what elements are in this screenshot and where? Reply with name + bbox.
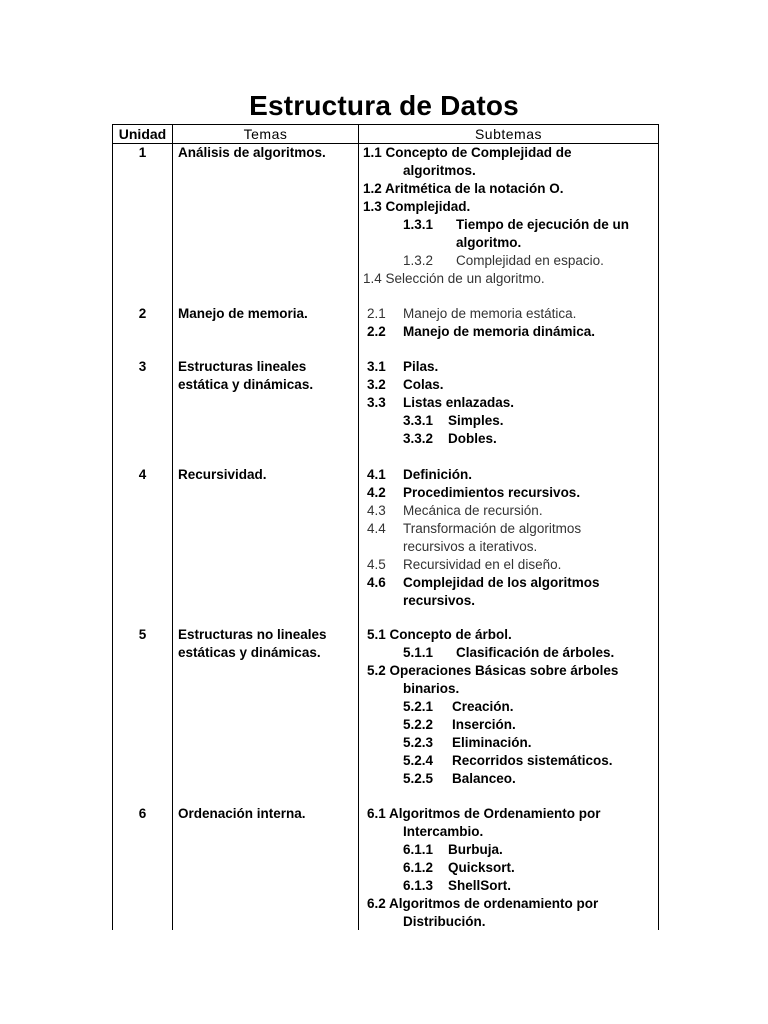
subtopic: 5.1 Concepto de árbol. xyxy=(367,627,512,642)
unit-number: 2 xyxy=(138,306,147,321)
subtopic: Procedimientos recursivos. xyxy=(403,485,581,500)
subtopic: Dobles. xyxy=(448,431,497,446)
table-header xyxy=(113,124,658,144)
unit-topic: Recursividad. xyxy=(178,467,267,482)
column-divider xyxy=(172,124,173,930)
subtopic-number: 4.3 xyxy=(367,503,386,518)
subtopic: Creación. xyxy=(452,699,514,714)
unit-topic: Ordenación interna. xyxy=(178,806,306,821)
subtopic-number: 5.2.3 xyxy=(403,735,434,750)
unit-topic: estáticas y dinámicas. xyxy=(178,645,321,660)
subtopic: Burbuja. xyxy=(448,842,503,857)
unit-topic: Estructuras lineales xyxy=(178,359,307,374)
unit-number: 5 xyxy=(138,627,147,642)
subtopic-number: 5.2.5 xyxy=(403,771,434,786)
subtopic: Complejidad en espacio. xyxy=(456,253,604,268)
subtopic: 1.2 Aritmética de la notación O. xyxy=(363,181,564,196)
subtopic-number: 1.3.2 xyxy=(403,253,434,268)
subtopic: Eliminación. xyxy=(452,735,532,750)
subtopic-number: 4.4 xyxy=(367,521,386,536)
subtopic-number: 6.1.1 xyxy=(403,842,434,857)
subtopic-number: 4.6 xyxy=(367,575,386,590)
header-subtemas: Subtemas xyxy=(474,126,543,142)
unit-number: 3 xyxy=(138,359,147,374)
subtopic-number: 6.1.3 xyxy=(403,878,434,893)
subtopic-number: 5.2.4 xyxy=(403,753,434,768)
unit-topic: Análisis de algoritmos. xyxy=(178,145,326,160)
header-unidad: Unidad xyxy=(118,126,167,142)
header-temas: Temas xyxy=(243,126,288,142)
subtopic: 1.4 Selección de un algoritmo. xyxy=(363,271,545,286)
subtopic-number: 4.5 xyxy=(367,557,386,572)
subtopic: Manejo de memoria dinámica. xyxy=(403,324,596,339)
subtopic: Transformación de algoritmos xyxy=(403,521,582,536)
subtopic: Recorridos sistemáticos. xyxy=(452,753,613,768)
subtopic: Clasificación de árboles. xyxy=(456,645,615,660)
subtopic-number: 6.1.2 xyxy=(403,860,434,875)
subtopic: 5.2 Operaciones Básicas sobre árboles xyxy=(367,663,619,678)
subtopic-number: 3.3 xyxy=(367,395,386,410)
subtopic: Intercambio. xyxy=(403,824,484,839)
subtopic-number: 3.3.2 xyxy=(403,431,434,446)
subtopic: Colas. xyxy=(403,377,444,392)
subtopic-number: 3.1 xyxy=(367,359,386,374)
subtopic-number: 2.1 xyxy=(367,306,386,321)
subtopic: Complejidad de los algoritmos xyxy=(403,575,600,590)
subtopic-number: 4.2 xyxy=(367,485,386,500)
subtopic: Balanceo. xyxy=(452,771,516,786)
subtopic: 6.2 Algoritmos de ordenamiento por xyxy=(367,896,599,911)
subtopic-number: 1.3.1 xyxy=(403,217,434,232)
subtopic: recursivos a iterativos. xyxy=(403,539,538,554)
subtopic: recursivos. xyxy=(403,593,476,608)
subtopic: Distribución. xyxy=(403,914,486,929)
subtopic-number: 5.2.1 xyxy=(403,699,434,714)
unit-topic: estática y dinámicas. xyxy=(178,377,314,392)
unit-number: 6 xyxy=(138,806,147,821)
subtopic: 1.1 Concepto de Complejidad de xyxy=(363,145,572,160)
subtopic: Mecánica de recursión. xyxy=(403,503,543,518)
subtopic-number: 5.2.2 xyxy=(403,717,434,732)
document-title: Estructura de Datos xyxy=(249,90,519,121)
subtopic: Inserción. xyxy=(452,717,516,732)
subtopic-number: 5.1.1 xyxy=(403,645,434,660)
unit-topic: Estructuras no lineales xyxy=(178,627,327,642)
subtopic: binarios. xyxy=(403,681,460,696)
subtopic: Recursividad en el diseño. xyxy=(403,557,562,572)
subtopic: algoritmos. xyxy=(403,163,476,178)
subtopic-number: 4.1 xyxy=(367,467,386,482)
subtopic: Manejo de memoria estática. xyxy=(403,306,577,321)
unit-number: 4 xyxy=(138,467,147,482)
subtopic-number: 3.2 xyxy=(367,377,386,392)
subtopic: 1.3 Complejidad. xyxy=(363,199,471,214)
syllabus-table xyxy=(112,124,659,930)
subtopic: algoritmo. xyxy=(456,235,522,250)
subtopic: Quicksort. xyxy=(448,860,515,875)
subtopic-number: 3.3.1 xyxy=(403,413,434,428)
column-divider xyxy=(358,124,359,930)
subtopic: 6.1 Algoritmos de Ordenamiento por xyxy=(367,806,601,821)
subtopic: Pilas. xyxy=(403,359,439,374)
unit-number: 1 xyxy=(138,145,147,160)
unit-topic: Manejo de memoria. xyxy=(178,306,308,321)
subtopic: Tiempo de ejecución de un xyxy=(456,217,630,232)
subtopic-number: 2.2 xyxy=(367,324,386,339)
subtopic: Definición. xyxy=(403,467,473,482)
subtopic: ShellSort. xyxy=(448,878,512,893)
subtopic: Simples. xyxy=(448,413,504,428)
subtopic: Listas enlazadas. xyxy=(403,395,515,410)
